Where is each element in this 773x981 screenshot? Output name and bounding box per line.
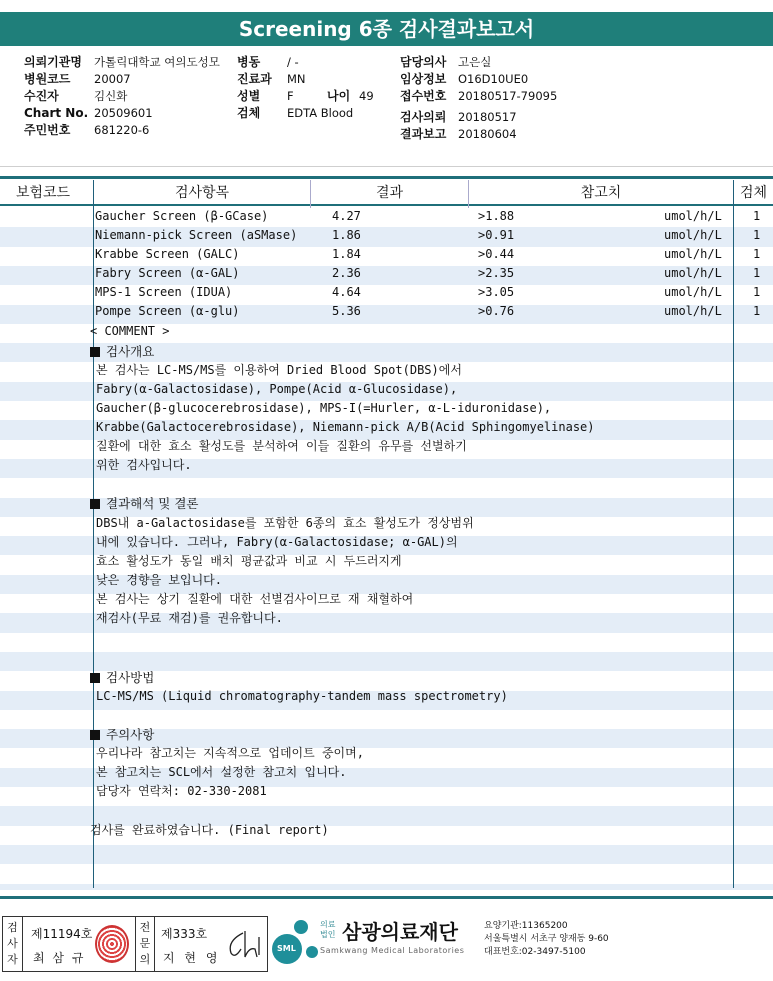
info-label: 임상정보 — [400, 72, 447, 86]
examiner-seal — [95, 925, 129, 963]
info-value: 20180604 — [458, 127, 517, 141]
interpretation-line: 본 검사는 상기 질환에 대한 선별검사이므로 재 채혈하여 — [96, 592, 414, 606]
interpretation-line: 재검사(무료 재검)를 권유합니다. — [96, 611, 283, 625]
sml-logo-dot-icon — [294, 920, 308, 934]
section-overview-title — [90, 342, 154, 361]
specialist-label: 전문의 — [135, 917, 155, 971]
info-label: 담당의사 — [400, 55, 447, 69]
lab-prefix-top: 의료 — [320, 920, 336, 929]
result-unit: umol/h/L — [664, 247, 722, 261]
info-right — [400, 54, 557, 143]
lab-name-en: Samkwang Medical Laboratories — [320, 946, 465, 955]
table-row — [0, 246, 773, 265]
overview-line: Fabry(α-Galactosidase), Pompe(Acid α-Glucosidase), — [96, 382, 458, 396]
result-item: Fabry Screen (α-GAL) — [95, 266, 240, 280]
result-item: Krabbe Screen (GALC) — [95, 247, 240, 261]
info-value: 가톨릭대학교 여의도성모 — [94, 55, 220, 69]
result-unit: umol/h/L — [664, 304, 722, 318]
interpretation-line: 낮은 경향을 보입니다. — [96, 573, 223, 587]
overview-line: Krabbe(Galactocerebrosidase), Niemann-pick A/B(Acid Sphingomyelinase) — [96, 420, 595, 434]
age-value: 49 — [359, 89, 374, 103]
info-label: 성별 — [237, 89, 261, 103]
info-label: Chart No. — [24, 106, 89, 120]
final-report-note: 검사를 완료하였습니다. (Final report) — [90, 823, 329, 837]
examiner-name: 최 삼 규 — [33, 951, 86, 965]
section-title-text: 검사방법 — [106, 670, 155, 685]
result-value: 1.84 — [332, 247, 361, 261]
specialist-name: 지 현 영 — [163, 951, 221, 965]
result-value: 4.27 — [332, 209, 361, 223]
signature-box — [2, 916, 268, 972]
section-title-text: 검사개요 — [106, 344, 155, 359]
table-row — [0, 303, 773, 322]
caution-line: 우리나라 참고치는 지속적으로 업데이트 중이며, — [96, 746, 364, 760]
result-unit: umol/h/L — [664, 266, 722, 280]
info-label: 의뢰기관명 — [24, 55, 82, 69]
caution-line: 본 참고치는 SCL에서 설정한 참고치 입니다. — [96, 765, 347, 779]
result-specimen: 1 — [753, 209, 761, 223]
result-item: Niemann-pick Screen (aSMase) — [95, 228, 298, 242]
header-specimen: 검체 — [739, 185, 768, 201]
sml-logo-dot-icon — [306, 946, 318, 958]
info-value: F — [287, 89, 294, 103]
comment-label: < COMMENT > — [90, 324, 170, 338]
header-item: 검사항목 — [174, 185, 230, 201]
table-row — [0, 208, 773, 227]
info-value: 681220-6 — [94, 123, 150, 137]
table-row — [0, 227, 773, 246]
result-value: 4.64 — [332, 285, 361, 299]
lab-phone: 대표번호:02-3497-5100 — [484, 947, 586, 957]
info-mid — [237, 54, 374, 122]
info-label: 주민번호 — [24, 123, 71, 137]
info-value: 고은실 — [458, 55, 492, 69]
info-value: 20007 — [94, 72, 131, 86]
lab-name: 삼광의료재단 — [342, 920, 458, 944]
overview-line: Gaucher(β-glucocerebrosidase), MPS-I(=Hurler, α-L-iduronidase), — [96, 401, 552, 415]
result-ref: >1.88 — [478, 209, 515, 223]
overview-line: 본 검사는 LC-MS/MS를 이용하여 Dried Blood Spot(DBS)에서 — [96, 363, 462, 377]
table-row — [0, 265, 773, 284]
section-title-text: 결과해석 및 결론 — [106, 496, 199, 511]
result-ref: >0.76 — [478, 304, 515, 318]
result-value: 1.86 — [332, 228, 361, 242]
lab-prefix-bottom: 법인 — [320, 930, 336, 939]
row-stripe — [0, 884, 773, 891]
result-item: MPS-1 Screen (IDUA) — [95, 285, 233, 299]
result-value: 2.36 — [332, 266, 361, 280]
lab-prefix — [320, 920, 335, 940]
bottom-rule — [0, 896, 773, 899]
info-label: 수진자 — [24, 89, 59, 103]
sml-logo-text: SML — [277, 944, 296, 953]
info-value: 20180517-79095 — [458, 89, 558, 103]
square-bullet-icon — [90, 347, 100, 357]
result-ref: >3.05 — [478, 285, 515, 299]
result-specimen: 1 — [753, 266, 761, 280]
info-value: O16D10UE0 — [458, 72, 529, 86]
result-unit: umol/h/L — [664, 228, 722, 242]
lab-code: 요양기관:11365200 — [484, 921, 568, 931]
info-value: 20180517 — [458, 110, 517, 124]
header-ref: 참고치 — [580, 185, 622, 201]
result-specimen: 1 — [753, 304, 761, 318]
age-label: 나이 — [327, 89, 351, 103]
report-title: Screening 6종 검사결과보고서 — [0, 12, 773, 46]
info-value: EDTA Blood — [287, 106, 354, 120]
info-left — [24, 54, 220, 139]
examiner-label: 검사자 — [3, 917, 23, 971]
caution-line: 담당자 연락처: 02-330-2081 — [96, 784, 267, 798]
square-bullet-icon — [90, 673, 100, 683]
overview-line: 질환에 대한 효소 활성도를 분석하여 이들 질환의 유무를 선별하기 — [96, 439, 467, 453]
info-label: 진료과 — [237, 72, 272, 86]
result-specimen: 1 — [753, 228, 761, 242]
square-bullet-icon — [90, 499, 100, 509]
info-value: 김신화 — [94, 89, 128, 103]
column-rule — [310, 180, 311, 208]
table-row — [0, 284, 773, 303]
info-label: 결과보고 — [400, 127, 447, 141]
interpretation-line: 효소 활성도가 동일 배치 평균값과 비교 시 두드러지게 — [96, 554, 402, 568]
lab-contact — [484, 920, 609, 959]
section-title-text: 주의사항 — [106, 727, 155, 742]
info-label: 검체 — [237, 106, 261, 120]
info-value: MN — [287, 72, 306, 86]
info-value: 20509601 — [94, 106, 153, 120]
result-item: Gaucher Screen (β-GCase) — [95, 209, 269, 223]
result-ref: >0.44 — [478, 247, 515, 261]
info-value: / - — [287, 55, 299, 69]
interpretation-line: DBS내 a-Galactosidase를 포함한 6종의 효소 활성도가 정상범위 — [96, 516, 474, 530]
result-unit: umol/h/L — [664, 285, 722, 299]
header-result: 결과 — [375, 185, 404, 201]
info-divider — [0, 166, 773, 167]
info-label: 검사의뢰 — [400, 110, 447, 124]
info-label: 병동 — [237, 55, 261, 69]
column-rule — [468, 180, 469, 208]
result-specimen: 1 — [753, 285, 761, 299]
interpretation-line: 내에 있습니다. 그러나, Fabry(α-Galactosidase; α-GAL)의 — [96, 535, 458, 549]
method-line: LC-MS/MS (Liquid chromatography-tandem mass spectrometry) — [96, 689, 508, 703]
section-method-title — [90, 668, 154, 687]
specialist-no: 제333호 — [161, 927, 208, 941]
result-ref: >2.35 — [478, 266, 515, 280]
result-value: 5.36 — [332, 304, 361, 318]
table-header — [0, 176, 773, 206]
header-code: 보험코드 — [15, 185, 71, 201]
section-caution-title — [90, 725, 154, 744]
result-item: Pompe Screen (α-glu) — [95, 304, 240, 318]
lab-address: 서울특별시 서초구 양재동 9-60 — [484, 934, 609, 944]
overview-line: 위한 검사입니다. — [96, 458, 192, 472]
info-label: 접수번호 — [400, 89, 447, 103]
result-specimen: 1 — [753, 247, 761, 261]
examiner-no: 제11194호 — [31, 927, 93, 941]
result-unit: umol/h/L — [664, 209, 722, 223]
info-label: 병원코드 — [24, 72, 71, 86]
row-stripe — [0, 845, 773, 864]
result-ref: >0.91 — [478, 228, 515, 242]
section-interpretation-title — [90, 494, 198, 513]
signature-scribble — [223, 927, 263, 963]
square-bullet-icon — [90, 730, 100, 740]
